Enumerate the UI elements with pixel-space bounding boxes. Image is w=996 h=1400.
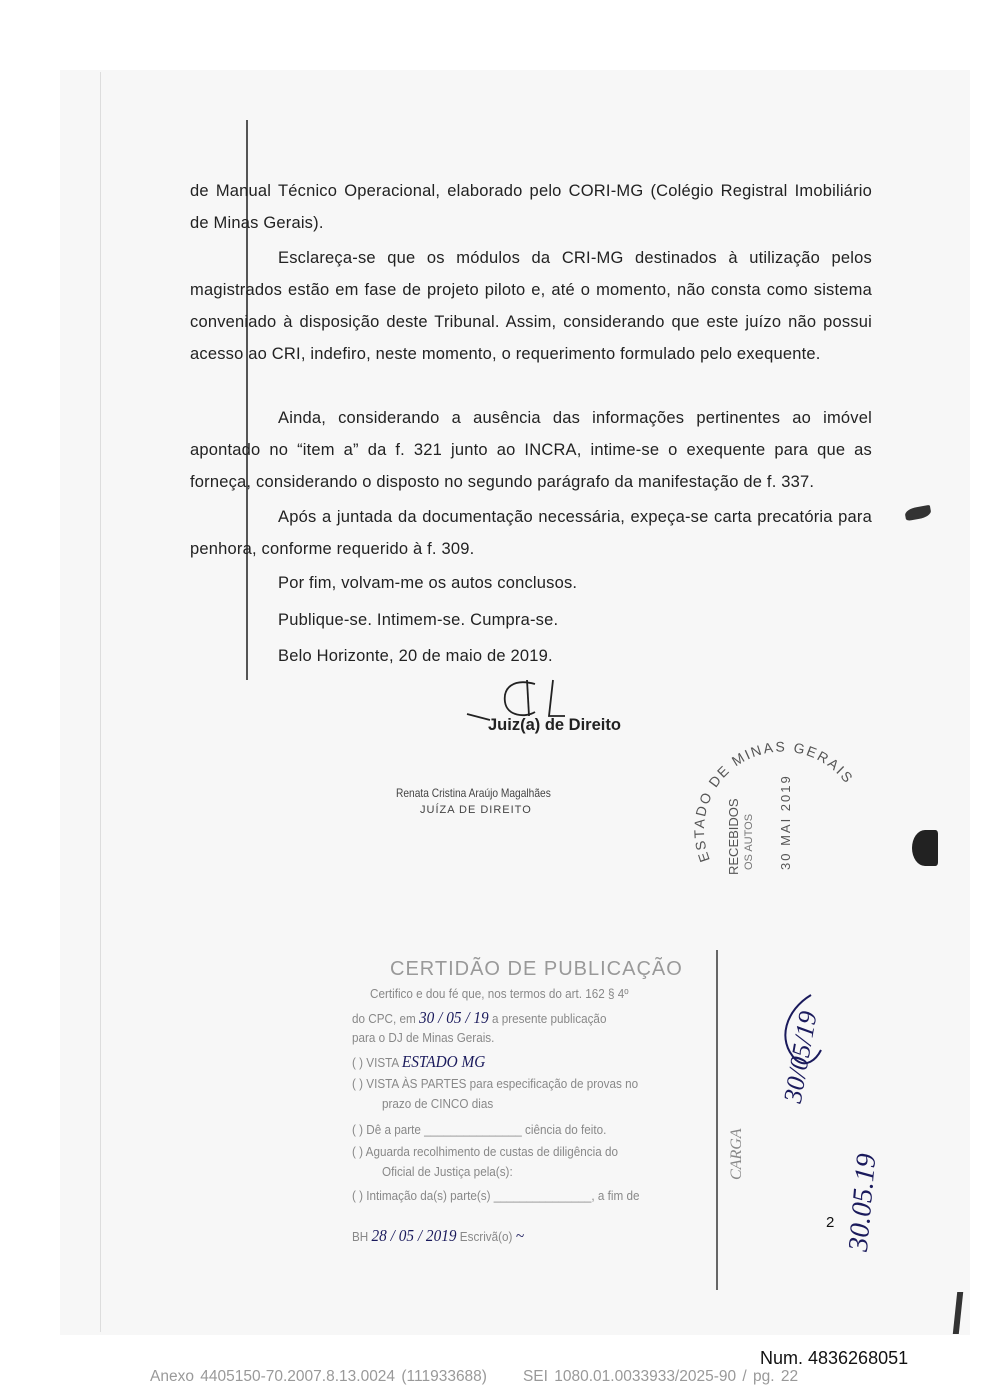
cert-bh-line: BH 28 / 05 / 2019 Escrivã(o) ~ (352, 1226, 524, 1245)
clerk-initials: ~ (515, 1226, 524, 1245)
seal-date: 30 MAI 2019 (778, 774, 793, 870)
paragraph-3: Ainda, considerando a ausência das informações pertinentes ao imóvel apontado no “item a” da f. 321 junto ao INCRA, intime-se o exequente para que as forneça, considerando o disposto no segundo parágrafo da manifestação de f. 337. (190, 409, 872, 491)
seal-autos-text: OS AUTOS (743, 813, 755, 870)
cert-option-partes-cont: prazo de CINCO dias (382, 1096, 494, 1111)
judge-role-stamp: JUÍZA DE DIREITO (420, 804, 532, 816)
punch-hole (912, 830, 938, 866)
signature-label: Juiz(a) de Direito (488, 716, 621, 734)
judge-name-stamp: Renata Cristina Araújo Magalhães (396, 786, 551, 800)
paragraph-2: Esclareça-se que os módulos da CRI-MG destinados à utilização pelos magistrados estão em fase de projeto piloto e, até o momento, não consta como sistema conveniado à disposição deste Tribunal. Assim, considerando que este juízo não possui acesso ao CRI, indefiro, neste momento, o requerimento formulado pelo exequente. (190, 249, 872, 363)
initials-scribble (766, 990, 826, 1070)
publication-certificate-stamp (330, 950, 700, 1250)
paragraph-1: de Manual Técnico Operacional, elaborado pelo CORI-MG (Colégio Registral Imobiliário de Minas Gerais). (190, 182, 872, 232)
seal-arc-text: ESTADO DE MINAS GERAIS (690, 740, 858, 865)
cert-option-intimacao: ( ) Intimação da(s) parte(s) _______________, a fim de (352, 1188, 640, 1203)
paragraph-4: Após a juntada da documentação necessária, expeça-se carta precatória para penhora, conforme requerido à f. 309. (190, 508, 872, 558)
svg-text:ESTADO DE MINAS GERAIS (691, 740, 857, 864)
cert-title: CERTIDÃO DE PUBLICAÇÃO (390, 958, 683, 980)
footer-annex-ref: Anexo 4405150-70.2007.8.13.0024 (111933688) (150, 1368, 487, 1385)
paragraph-5: Por fim, volvam-me os autos conclusos. (278, 574, 578, 592)
cert-option-ciencia: ( ) Dê a parte _______________ ciência do feito. (352, 1122, 607, 1137)
carga-label: CARGA (728, 1128, 745, 1180)
cert-cpc-suffix: a presente publicação (491, 1011, 607, 1026)
page-fold-line (100, 72, 101, 1332)
cert-line-3: para o DJ de Minas Gerais. (352, 1030, 495, 1045)
footer-sei-ref: SEI 1080.01.0033933/2025-90 / pg. 22 (522, 1368, 799, 1385)
footer (150, 1368, 798, 1386)
paragraph-6: Publique-se. Intimem-se. Cumpra-se. (278, 611, 559, 629)
cert-cpc-prefix: do CPC, em (352, 1011, 416, 1026)
cert-option-custas: ( ) Aguarda recolhimento de custas de diligência do (352, 1144, 619, 1159)
cert-line-1: Certifico e dou fé que, nos termos do art. 162 § 4º (370, 986, 629, 1001)
seal-received-text: RECEBIDOS (726, 798, 741, 875)
cert-line-2 (352, 1008, 606, 1028)
cert-option-custas-cont: Oficial de Justiça pela(s): (382, 1164, 513, 1179)
cert-vista-handwritten: ESTADO MG (401, 1052, 486, 1071)
carga-date-handwritten: 30/05/19 (778, 1008, 823, 1106)
page-number: 2 (826, 1214, 835, 1231)
received-seal-stamp (690, 740, 870, 890)
return-date-handwritten: 30.05.19 (843, 1152, 883, 1253)
carga-stamp (716, 950, 883, 1290)
cert-publication-date: 30 / 05 / 19 (418, 1008, 489, 1027)
cert-option-partes: ( ) VISTA ÀS PARTES para especificação de provas no (352, 1076, 639, 1091)
cert-bh-date: 28 / 05 / 2019 (371, 1226, 457, 1245)
document-number: Num. 4836268051 (760, 1348, 909, 1368)
date-line: Belo Horizonte, 20 de maio de 2019. (278, 647, 553, 665)
cert-option-vista: ( ) VISTA ESTADO MG (352, 1052, 486, 1071)
